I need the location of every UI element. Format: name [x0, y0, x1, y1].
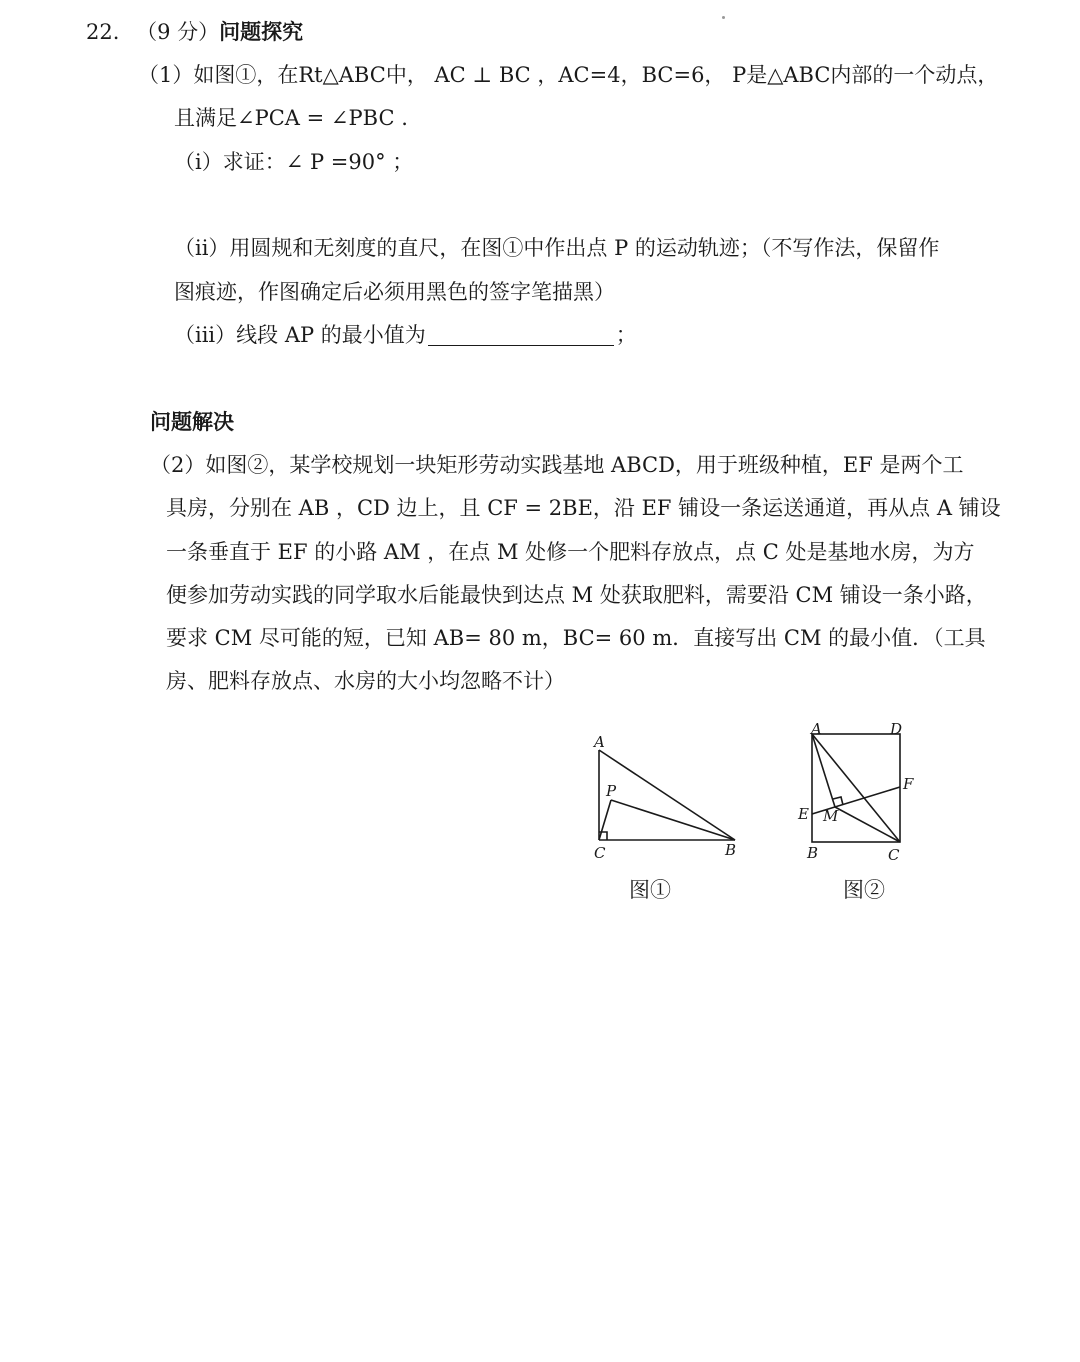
part1-sub-ii-line2: 图痕迹，作图确定后必须用黑色的签字笔描黑）	[174, 280, 615, 304]
part2-line-5: 要求 CM 尽可能的短，已知 AB= 80 m，BC= 60 m．直接写出 CM 的最小值．（工具	[166, 626, 986, 650]
fig2-segment-mc	[835, 807, 900, 842]
fig2-label-a: A	[811, 720, 822, 738]
sub-iii-prefix: （iii）线段 AP 的最小值为	[174, 323, 426, 347]
part1-line1: （1）如图①，在Rt△ABC中， AC ⊥ BC ，AC=4，BC=6， P是△ABC内部的一个动点，	[138, 63, 999, 87]
scan-speck	[722, 16, 725, 19]
question-number: 22.	[86, 20, 120, 44]
part1-sub-i: （i）求证：∠ P =90° ；	[174, 150, 414, 174]
part2-line-1: （2）如图②，某学校规划一块矩形劳动实践基地 ABCD，用于班级种植，EF 是两个工	[150, 453, 964, 477]
fig1-label-a: A	[594, 733, 605, 751]
answer-blank[interactable]	[428, 323, 614, 346]
figure2-diagram	[795, 720, 925, 870]
sub-iii-suffix: ；	[615, 323, 637, 347]
fig1-side-ab	[599, 750, 735, 840]
fig1-label-b: B	[725, 841, 737, 859]
figure1-diagram	[585, 720, 755, 870]
fig2-label-m: M	[823, 807, 839, 825]
question-title: 问题探究	[219, 19, 304, 44]
fig1-segment-pb	[611, 800, 735, 840]
figure1-caption: 图①	[629, 878, 671, 902]
part1-sub-iii	[174, 320, 637, 350]
question-header	[86, 17, 303, 47]
figure2-caption: 图②	[843, 878, 885, 902]
fig2-label-f: F	[903, 775, 914, 793]
part2-heading: 问题解决	[150, 409, 234, 434]
part2-line-2: 具房，分别在 AB ，CD 边上，且 CF = 2BE，沿 EF 铺设一条运送通道，再从点 A 铺设	[166, 496, 1001, 520]
question-score: （9 分）	[136, 20, 220, 44]
part2-line-3: 一条垂直于 EF 的小路 AM ，在点 M 处修一个肥料存放点，点 C 处是基地水房，为方	[166, 540, 975, 564]
part2-line-4: 便参加劳动实践的同学取水后能最快到达点 M 处获取肥料，需要沿 CM 铺设一条小路，	[166, 583, 987, 607]
fig2-label-c: C	[888, 846, 900, 864]
fig2-label-d: D	[890, 720, 903, 738]
part2-line-6: 房、肥料存放点、水房的大小均忽略不计）	[166, 669, 565, 693]
part1-sub-ii-line1: （ii）用圆规和无刻度的直尺，在图①中作出点 P 的运动轨迹；（不写作法，保留作	[174, 236, 940, 260]
part1-line2: 且满足∠PCA = ∠PBC .	[174, 106, 408, 130]
fig1-label-c: C	[594, 844, 606, 862]
fig1-label-p: P	[606, 782, 617, 800]
fig1-segment-pc	[599, 800, 611, 840]
fig2-label-b: B	[807, 844, 819, 862]
fig2-diagonal-ac	[812, 734, 900, 842]
fig2-label-e: E	[798, 805, 809, 823]
fig2-segment-am	[812, 734, 835, 807]
